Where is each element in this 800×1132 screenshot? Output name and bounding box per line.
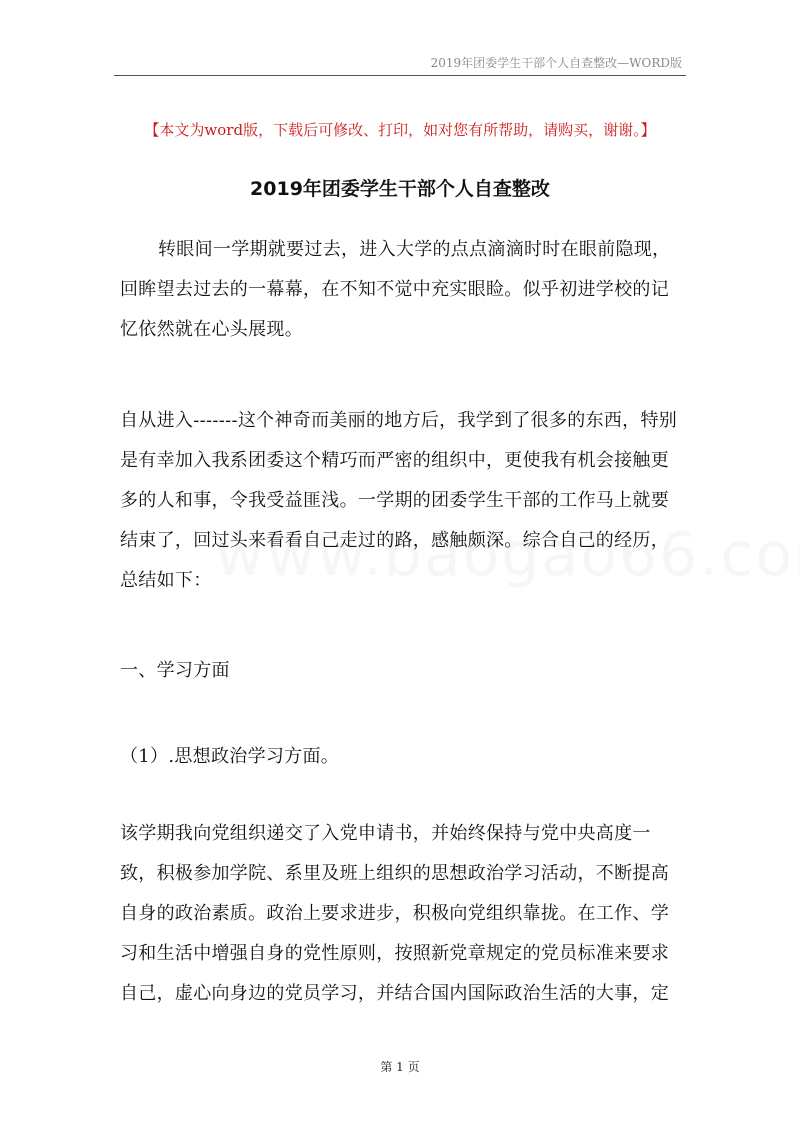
page-number: 第 1 页 [380, 1060, 420, 1074]
header-divider [114, 75, 686, 76]
paragraph-intro: 转眼间一学期就要过去，进入大学的点点滴滴时时在眼前隐现，回眸望去过去的一幕幕，在不知不觉中充实眼睑。似乎初进学校的记忆依然就在心头展现。 [120, 239, 671, 340]
paragraph-background: 自从进入-------这个神奇而美丽的地方后，我学到了很多的东西，特别是有幸加入我系团委这个精巧而严密的组织中，更使我有机会接触更多的人和事，令我受益匪浅。一学期的团委学生干部的工作马上就要结束了，回过头来看看自己走过的路，感触颇深。综合自己的经历，总结如下： [120, 410, 678, 591]
paragraph-political-study: 该学期我向党组织递交了入党申请书，并始终保持与党中央高度一致，积极参加学院、系里及班上组织的思想政治学习活动，不断提高自身的政治素质。政治上要求进步，积极向党组织靠拢。在工作、学习和生活中增强自身的党性原则，按照新党章规定的党员标准来要求自己，虚心向身边的党员学习，并结合国内国际政治生活的大事，定 [120, 823, 669, 1004]
section-heading-study: 一、学习方面 [120, 660, 230, 681]
subsection-heading-political-study: （1）.思想政治学习方面。 [120, 746, 340, 767]
document-title: 2019年团委学生干部个人自查整改 [250, 178, 550, 200]
download-notice: 【本文为word版，下载后可修改、打印，如对您有所帮助，请购买，谢谢。】 [144, 121, 656, 139]
running-header: 2019年团委学生干部个人自查整改—WORD版 [430, 56, 682, 70]
